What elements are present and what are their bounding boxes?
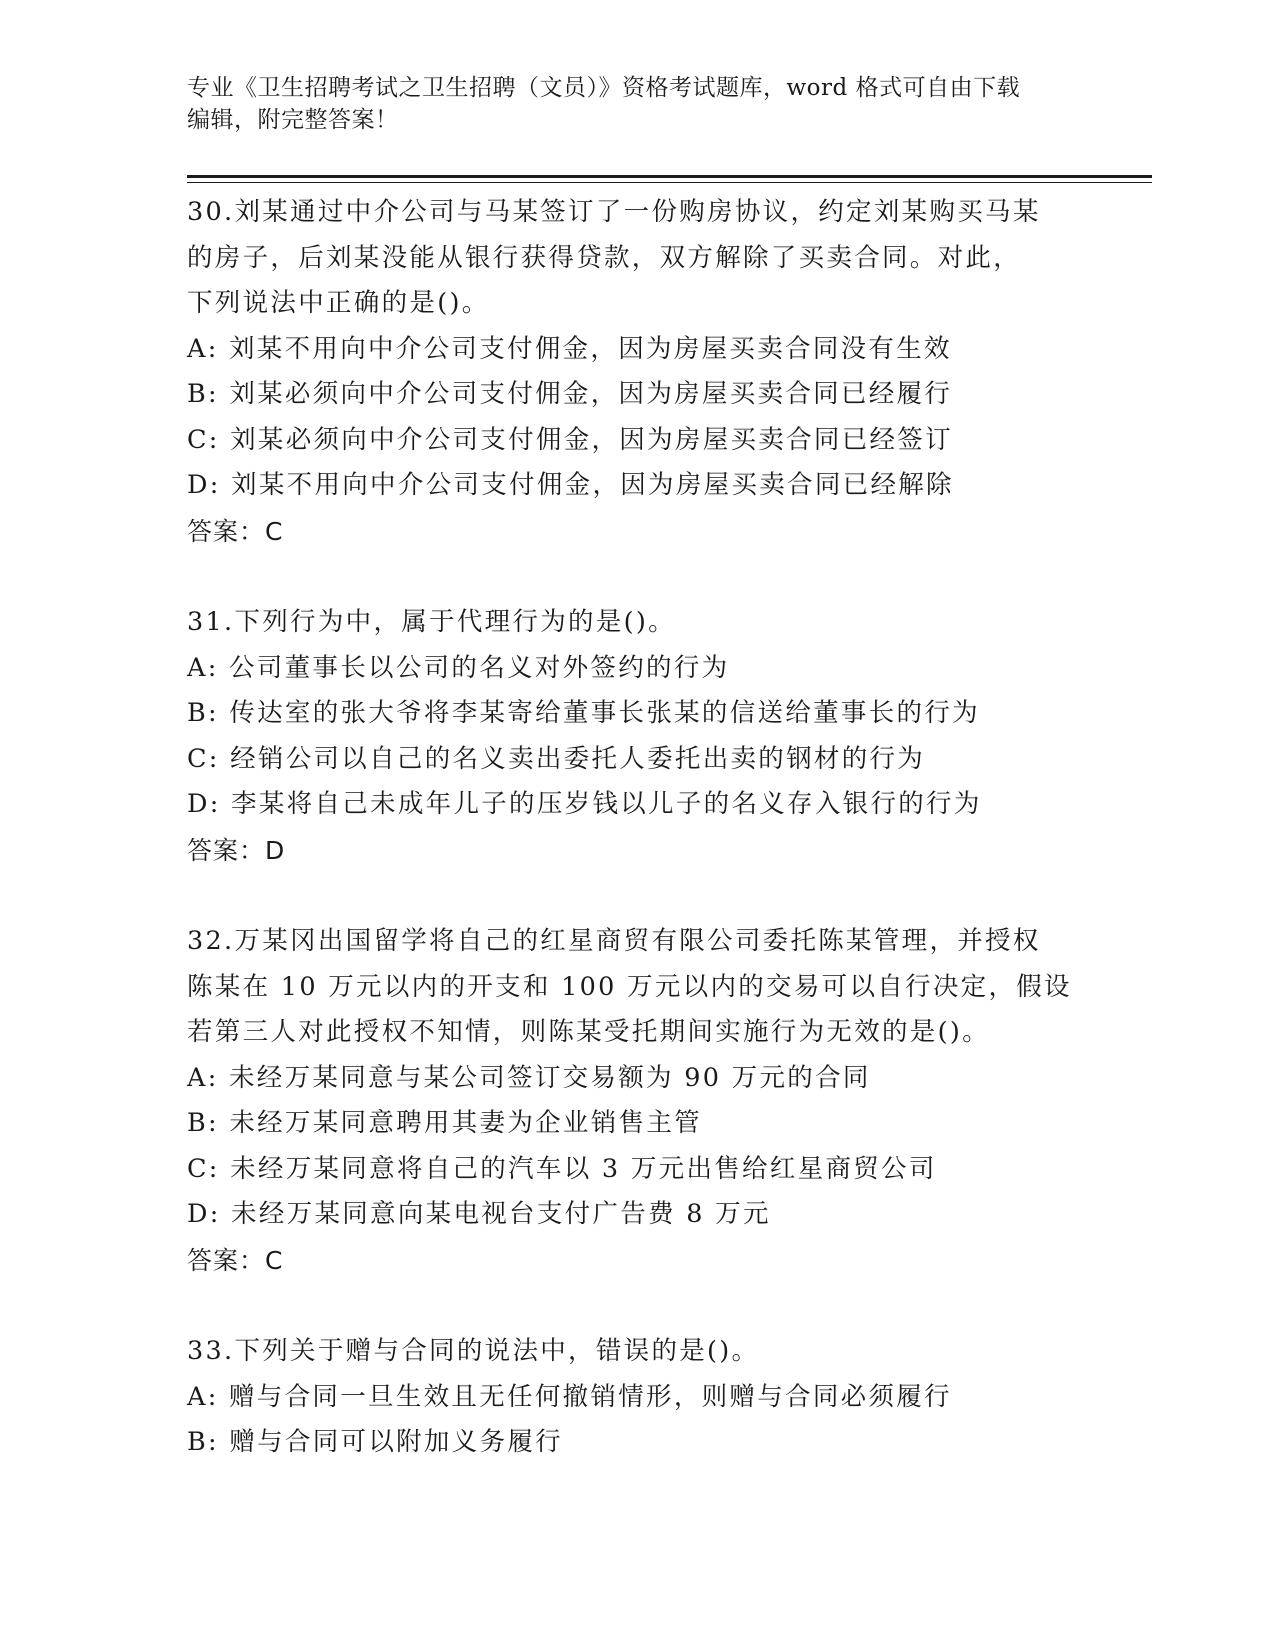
header-line-1: 专业《卫生招聘考试之卫生招聘（文员）》资格考试题库，word 格式可自由下载: [187, 75, 1021, 101]
question-32: [187, 919, 1127, 1283]
question-stem-line: 的房子，后刘某没能从银行获得贷款，双方解除了买卖合同。对此，: [187, 242, 1022, 273]
option-a: A: 公司董事长以公司的名义对外签约的行为: [187, 652, 730, 683]
option-a: A: 未经万某同意与某公司签订交易额为 90 万元的合同: [187, 1062, 871, 1093]
question-stem-line: 33.下列关于赠与合同的说法中，错误的是()。: [187, 1336, 760, 1366]
header-line-2: 编辑，附完整答案！: [187, 107, 399, 133]
question-33: [187, 1329, 1127, 1466]
option-b: B: 刘某必须向中介公司支付佣金，因为房屋买卖合同已经履行: [187, 379, 953, 409]
option-d: D: 李某将自己未成年儿子的压岁钱以儿子的名义存入银行的行为: [187, 789, 982, 819]
answer-label: 答案：C: [187, 516, 284, 546]
option-d: D: 未经万某同意向某电视台支付广告费 8 万元: [187, 1199, 771, 1229]
question-stem-line: 下列说法中正确的是()。: [187, 288, 490, 318]
option-b: B: 赠与合同可以附加义务履行: [187, 1427, 563, 1457]
question-stem-line: 31.下列行为中，属于代理行为的是()。: [187, 607, 676, 637]
option-c: C: 经销公司以自己的名义卖出委托人委托出卖的钢材的行为: [187, 743, 926, 774]
option-a: A: 刘某不用向中介公司支付佣金，因为房屋买卖合同没有生效: [187, 333, 952, 364]
option-a: A: 赠与合同一旦生效且无任何撤销情形，则赠与合同必须履行: [187, 1381, 952, 1412]
question-stem-line: 32.万某冈出国留学将自己的红星商贸有限公司委托陈某管理，并授权: [187, 926, 1041, 956]
option-d: D: 刘某不用向中介公司支付佣金，因为房屋买卖合同已经解除: [187, 470, 954, 500]
option-c: C: 未经万某同意将自己的汽车以 3 万元出售给红星商贸公司: [187, 1153, 937, 1184]
answer-label: 答案：C: [187, 1245, 284, 1275]
option-c: C: 刘某必须向中介公司支付佣金，因为房屋买卖合同已经签订: [187, 424, 953, 455]
question-30: [187, 190, 1127, 554]
question-31: [187, 600, 1127, 873]
answer-label: 答案：D: [187, 835, 286, 865]
header-divider-thick: [187, 175, 1152, 178]
question-stem-line: 30.刘某通过中介公司与马某签订了一份购房协议，约定刘某购买马某: [187, 197, 1041, 227]
question-stem-line: 若第三人对此授权不知情，则陈某受托期间实施行为无效的是()。: [187, 1017, 990, 1047]
question-stem-line: 陈某在 10 万元以内的开支和 100 万元以内的交易可以自行决定，假设: [187, 971, 1072, 1002]
question-list: [187, 190, 1127, 1512]
option-b: B: 传达室的张大爷将李某寄给董事长张某的信送给董事长的行为: [187, 698, 980, 728]
option-b: B: 未经万某同意聘用其妻为企业销售主管: [187, 1108, 702, 1138]
header-divider-thin: [187, 182, 1152, 183]
document-header: [187, 72, 1067, 136]
